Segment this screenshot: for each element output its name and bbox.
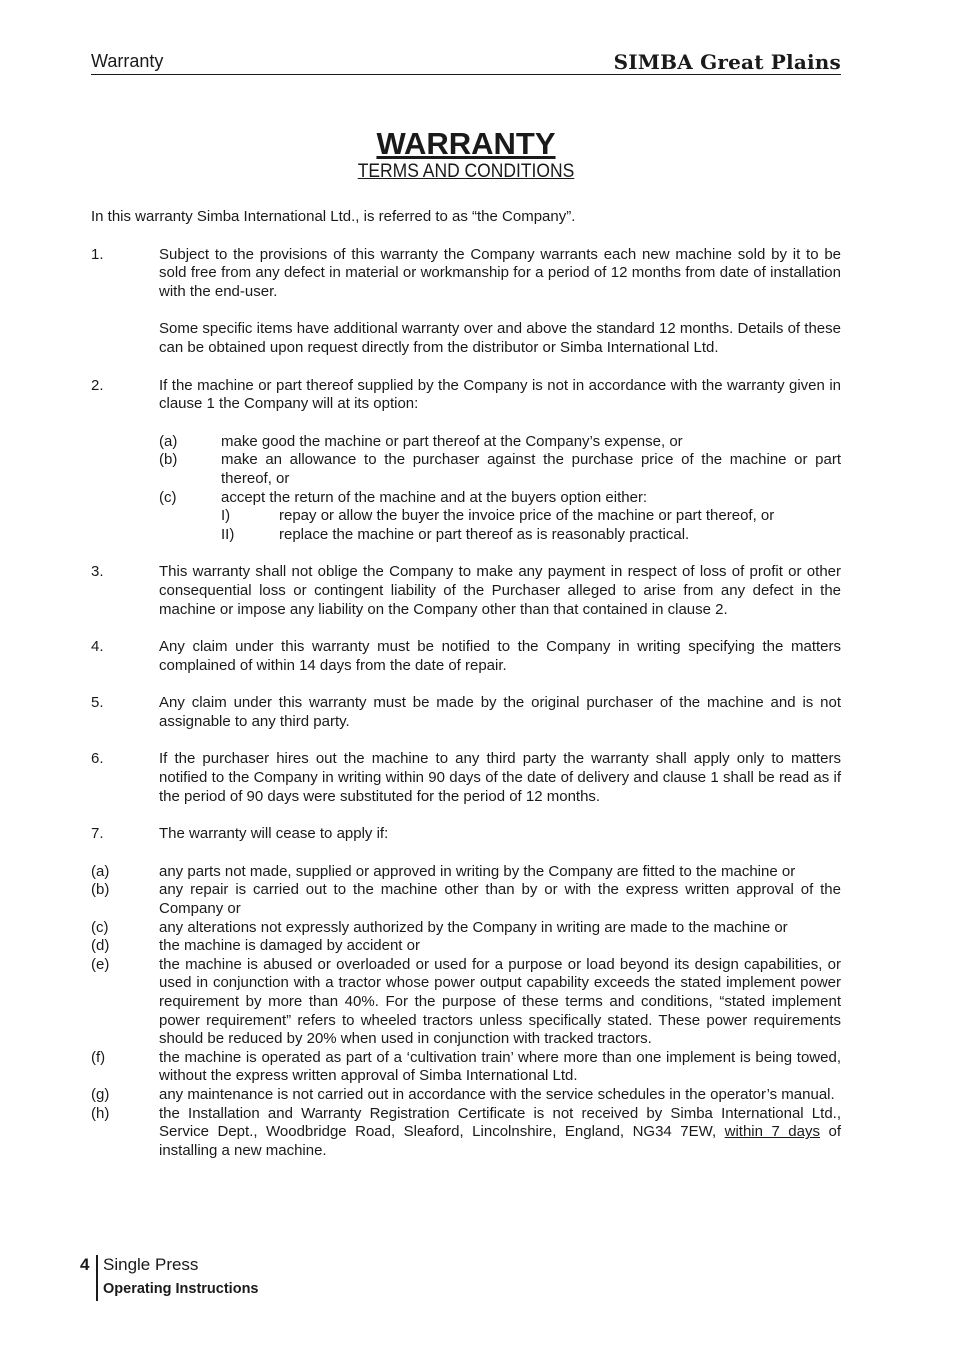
- clause-number: 6.: [91, 750, 104, 768]
- roman-item: I) repay or allow the buyer the invoice price of the machine or part thereof, or: [221, 507, 775, 525]
- cease-condition: (d) the machine is damaged by accident or: [91, 937, 420, 955]
- clause-3: [91, 563, 841, 619]
- option-item: (b) make an allowance to the purchaser against the purchase price of the machine or part thereof, or: [159, 451, 841, 487]
- cease-condition: (f) the machine is operated as part of a ‘cultivation train’ where more than one implement is being towed, without the express written approval of Simba International Ltd.: [91, 1048, 841, 1085]
- page-number: 4: [80, 1255, 90, 1274]
- footer-document: Operating Instructions: [103, 1281, 259, 1297]
- clause-number: 2.: [91, 376, 104, 394]
- header-rule: [91, 74, 841, 75]
- clause-5: [91, 694, 841, 731]
- document-body: [91, 208, 841, 1160]
- clause-text: Any claim under this warranty must be made by the original purchaser of the machine and is not assignable to any third party.: [159, 694, 841, 730]
- clause-2: [91, 377, 841, 545]
- cease-condition: (c) any alterations not expressly authorized by the Company in writing are made to the machine or: [91, 918, 788, 936]
- cease-condition: (e) the machine is abused or overloaded or used for a purpose or load beyond its design capabilities, or used in conjunction with a tractor whose power output capability exceeds the stated implement power requirement by more than 40%. For the purpose of these terms and conditions, “stated implement power requirement” refers to wheeled tractors unless specifically stated. These power requirements should be reduced by 20% when used in conjunction with tracked tractors.: [91, 955, 841, 1048]
- clause-7: [91, 825, 841, 844]
- option-item: (a) make good the machine or part thereof at the Company’s expense, or: [159, 432, 683, 450]
- cease-condition: (h) the Installation and Warranty Registration Certificate is not received by Simba International Ltd., Service Dept., Woodbridge Road, Sleaford, Lincolnshire, England, NG34 7EW, within 7 days of installing a new machine.: [91, 1104, 841, 1159]
- cease-condition: (b) any repair is carried out to the machine other than by or with the express written approval of the Company or: [91, 881, 841, 918]
- cease-condition: (g) any maintenance is not carried out in accordance with the service schedules in the operator’s manual.: [91, 1085, 835, 1103]
- clause-text: If the machine or part thereof supplied by the Company is not in accordance with the warranty given in clause 1 the Company will at its option:: [159, 376, 841, 413]
- cease-conditions-list: [91, 863, 841, 1161]
- clause-text: The warranty will cease to apply if:: [159, 825, 389, 843]
- page-subtitle: TERMS AND CONDITIONS: [357, 161, 575, 182]
- roman-item: II) replace the machine or part thereof as is reasonably practical.: [221, 525, 690, 543]
- clause-6: [91, 750, 841, 806]
- clause-text: Any claim under this warranty must be notified to the Company in writing specifying the matters complained of within 14 days from the date of repair.: [159, 638, 841, 674]
- intro-paragraph: In this warranty Simba International Ltd., is referred to as “the Company”.: [91, 208, 576, 225]
- brand-logo: SIMBA Great Plains: [613, 50, 841, 74]
- clause-number: 5.: [91, 694, 104, 712]
- clause-4: [91, 638, 841, 675]
- cease-condition: (a) any parts not made, supplied or approved in writing by the Company are fitted to the machine or: [91, 862, 796, 880]
- header-section-label: Warranty: [91, 51, 164, 71]
- deadline-underlined: within 7 days: [724, 1123, 820, 1141]
- clause-text: This warranty shall not oblige the Company to make any payment in respect of loss of profit or other consequential loss or contingent liability of the Purchaser alleged to arise from any defect in the machine or impose any liability on the Company other than that contained in clause 2.: [159, 563, 841, 618]
- clause-text: Some specific items have additional warranty over and above the standard 12 months. Details of these can be obtained upon request directly from the distributor or Simba International Ltd.: [159, 320, 841, 356]
- clause-number: 7.: [91, 825, 104, 843]
- footer-rule: [96, 1255, 98, 1301]
- clause-text: If the purchaser hires out the machine to any third party the warranty shall apply only to matters notified to the Company in writing within 90 days of the date of delivery and clause 1 shall be read as if the period of 90 days were substituted for the period of 12 months.: [159, 750, 841, 805]
- clause-number: 3.: [91, 563, 104, 581]
- clause-1: [91, 246, 841, 358]
- option-item: (c) accept the return of the machine and at the buyers option either:: [159, 488, 648, 506]
- footer-product: Single Press: [103, 1255, 199, 1274]
- page-title: WARRANTY: [376, 126, 556, 161]
- clause-number: 1.: [91, 245, 104, 263]
- clause-options: [159, 433, 841, 545]
- clause-text: Subject to the provisions of this warranty the Company warrants each new machine sold by it to be sold free from any defect in material or workmanship for a period of 12 months from date of installation with the end-user.: [159, 245, 841, 300]
- clause-number: 4.: [91, 638, 104, 656]
